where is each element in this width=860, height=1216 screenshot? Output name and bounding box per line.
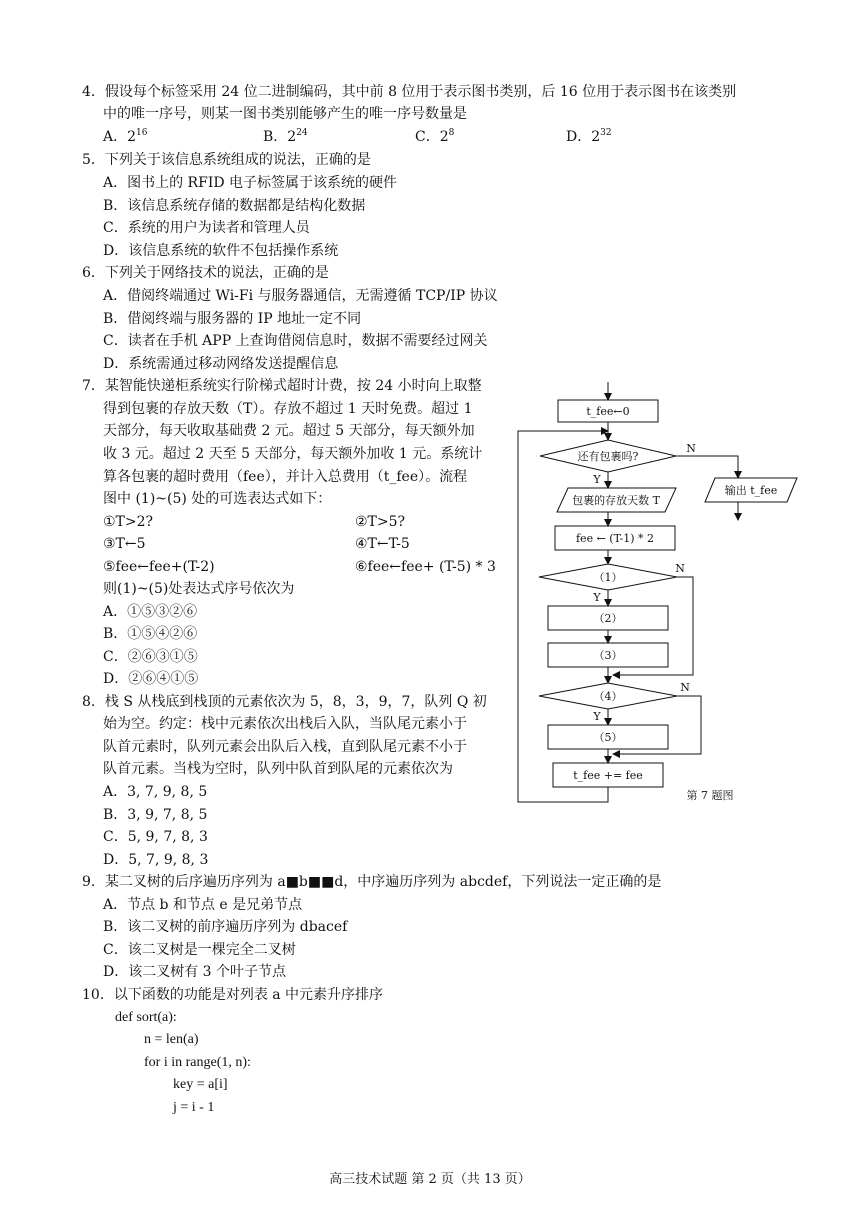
q7-stem-line2: 得到包裹的存放天数（T）。存放不超过 1 天时免费。超过 1: [103, 401, 473, 417]
q4-stem-line1: 4．假设每个标签采用 24 位二进制编码，其中前 8 位用于表示图书类别，后 16 位用于表示图书在该类别: [82, 84, 737, 100]
q7-ask: 则(1)~(5)处表达式序号依次为: [103, 581, 295, 597]
q4-option-b: B．$2^{24}$: [263, 128, 308, 145]
q7-flowchart: [505, 370, 805, 815]
q4-option-d: D．$2^{32}$: [566, 128, 612, 145]
loop-yes-label: Y: [593, 473, 601, 486]
q9-option-c: C．该二叉树是一棵完全二叉树: [103, 942, 296, 958]
input-text: 包裹的存放天数 T: [572, 494, 660, 507]
q5-stem: 5．下列关于该信息系统组成的说法，正确的是: [82, 152, 371, 168]
cond4-yes-label: Y: [593, 710, 601, 723]
init-text: t_fee←0: [586, 405, 630, 418]
q7-stem-line5: 算各包裹的超时费用（fee），并计入总费用（t_fee）。流程: [103, 469, 468, 485]
q8-option-a: A．3, 7, 9, 8, 5: [103, 784, 208, 800]
output-text: 输出 t_fee: [724, 484, 778, 497]
q7-stem-line6: 图中 (1)~(5) 处的可选表达式如下：: [103, 491, 332, 507]
q7-expr-1: ①T>2?: [103, 514, 154, 530]
q8-stem-line4: 队首元素。当栈为空时，队列中队首到队尾的元素依次为: [103, 761, 453, 777]
q9-option-b: B．该二叉树的前序遍历序列为 dbacef: [103, 919, 348, 935]
cond1-yes-label: Y: [593, 591, 601, 604]
q8-option-d: D．5, 7, 9, 8, 3: [103, 852, 209, 868]
q9-option-d: D．该二叉树有 3 个叶子节点: [103, 964, 287, 980]
cond4-text: （4）: [593, 690, 623, 703]
acc-text: t_fee += fee: [573, 769, 643, 782]
cond4-no-label: N: [680, 681, 690, 694]
fee-calc-text: fee ← (T-1) * 2: [575, 532, 655, 545]
figure-caption: 第 7 题图: [686, 789, 734, 802]
code-line-1: def sort(a):: [115, 1010, 177, 1025]
q6-option-d: D．系统需通过移动网络发送提醒信息: [103, 356, 339, 372]
q5-option-a: A．图书上的 RFID 电子标签属于该系统的硬件: [103, 175, 398, 191]
cond1-text: （1）: [593, 571, 623, 584]
q9-option-a: A．节点 b 和节点 e 是兄弟节点: [103, 897, 303, 913]
q7-option-d: D．②⑥④①⑤: [103, 671, 199, 687]
q8-stem-line1: 8．栈 S 从栈底到栈顶的元素依次为 5，8，3，9，7，队列 Q 初: [82, 694, 487, 710]
q7-option-c: C．②⑥③①⑤: [103, 649, 198, 665]
q4-stem-line2: 中的唯一序号，则某一图书类别能够产生的唯一序号数量是: [103, 106, 467, 122]
code-line-3: for i in range(1, n):: [144, 1055, 251, 1070]
q5-option-b: B．该信息系统存储的数据都是结构化数据: [103, 198, 366, 214]
q10-stem: 10．以下函数的功能是对列表 a 中元素升序排序: [82, 987, 384, 1003]
no-branch-output: [676, 456, 738, 478]
q7-option-a: A．①⑤③②⑥: [103, 604, 198, 620]
q5-option-d: D．该信息系统的软件不包括操作系统: [103, 243, 339, 259]
code-line-5: j = i - 1: [173, 1100, 215, 1115]
q7-stem-line3: 天部分，每天收取基础费 2 元。超过 5 天部分，每天额外加: [103, 423, 475, 439]
q4-option-a: A．$2^{16}$: [103, 128, 148, 145]
q7-expr-5: ⑤fee←fee+(T-2): [103, 559, 215, 575]
page-footer: 高三技术试题 第 2 页（共 13 页）: [329, 1172, 531, 1187]
q7-expr-6: ⑥fee←fee+ (T-5) * 3: [355, 559, 496, 575]
cond1-no-label: N: [675, 562, 685, 575]
code-line-2: n = len(a): [144, 1032, 199, 1047]
q4-option-c: C．$2^8$: [415, 128, 455, 145]
q7-option-b: B．①⑤④②⑥: [103, 626, 198, 642]
q8-option-c: C．5, 9, 7, 8, 3: [103, 829, 208, 845]
q9-stem: 9．某二叉树的后序遍历序列为 a■b■■d，中序遍历序列为 abcdef，下列说法一定正确的是: [82, 874, 662, 890]
q5-option-c: C．系统的用户为读者和管理人员: [103, 220, 310, 236]
q6-stem: 6．下列关于网络技术的说法，正确的是: [82, 265, 329, 281]
q7-stem-line4: 收 3 元。超过 2 天至 5 天部分，每天额外加收 1 元。系统计: [103, 446, 483, 462]
q8-stem-line2: 始为空。约定：栈中元素依次出栈后入队，当队尾元素小于: [103, 716, 467, 732]
q7-expr-4: ④T←T-5: [355, 536, 410, 552]
box5-text: （5）: [593, 731, 623, 744]
loop-no-label: N: [686, 442, 696, 455]
q6-option-c: C．读者在手机 APP 上查询借阅信息时，数据不需要经过网关: [103, 333, 488, 349]
q8-stem-line3: 队首元素时，队列元素会出队后入栈，直到队尾元素不小于: [103, 739, 467, 755]
code-line-4: key = a[i]: [173, 1077, 228, 1092]
q8-option-b: B．3, 9, 7, 8, 5: [103, 807, 208, 823]
loop-cond-text: 还有包裹吗?: [577, 450, 639, 463]
q7-stem-line1: 7．某智能快递柜系统实行阶梯式超时计费，按 24 小时向上取整: [82, 378, 482, 394]
q7-expr-3: ③T←5: [103, 536, 146, 552]
box2-text: （2）: [593, 612, 623, 625]
q6-option-a: A．借阅终端通过 Wi-Fi 与服务器通信，无需遵循 TCP/IP 协议: [103, 288, 498, 304]
q6-option-b: B．借阅终端与服务器的 IP 地址一定不同: [103, 311, 362, 327]
q7-expr-2: ②T>5?: [355, 514, 406, 530]
box3-text: （3）: [593, 649, 623, 662]
